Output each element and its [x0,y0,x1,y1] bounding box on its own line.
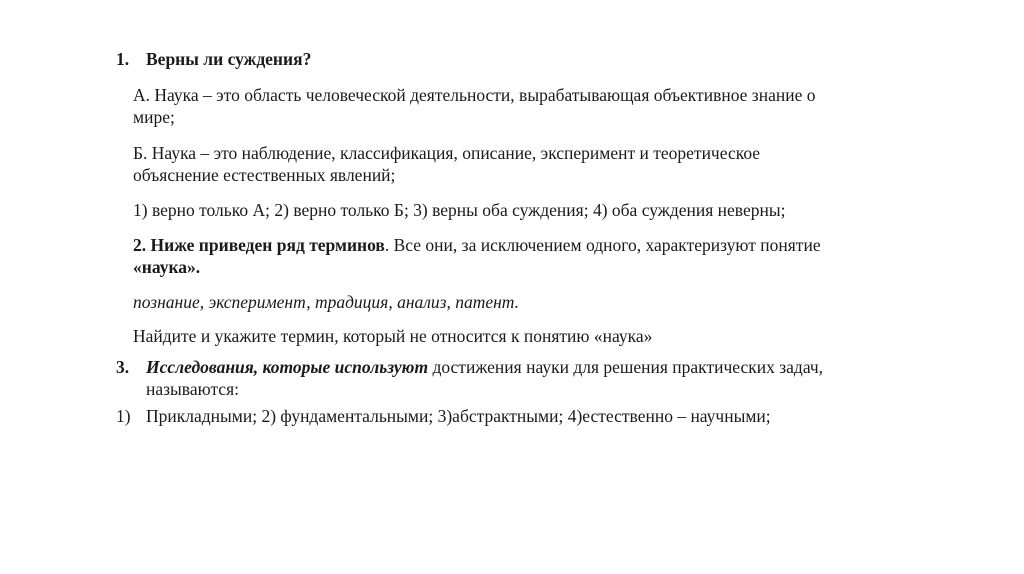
q1-answers: 1) верно только А; 2) верно только Б; 3) верны оба суждения; 4) оба суждения неверны; [133,200,786,220]
q3-answer-number: 1) [116,406,131,426]
q2-terms: познание, эксперимент, традиция, анализ, патент. [133,292,520,312]
q3-title-rest: достижения науки для решения практических задач, [428,357,824,377]
q2-title [133,234,821,256]
q2-concept: «наука». [133,257,201,277]
q1-statement-b-line1: Б. Наука – это наблюдение, классификация, описание, эксперимент и теоретическое [133,143,761,163]
q2-task: Найдите и укажите термин, который не относится к понятию «наука» [133,326,653,346]
q1-statement-b-line2: объяснение естественных явлений; [133,165,396,185]
q1-number: 1. [116,49,130,69]
q3-title [146,356,823,378]
q3-title-bold-italic: Исследования, которые используют [146,357,429,377]
q1-statement-a-line1: А. Наука – это область человеческой деятельности, вырабатывающая объективное знание о [133,85,816,105]
q2-title-rest: . Все они, за исключением одного, характеризуют понятие [384,235,821,255]
q1-statement-a-line2: мире; [133,107,175,127]
q3-number: 3. [116,357,130,377]
q2-title-bold: 2. Ниже приведен ряд терминов [133,235,385,255]
q3-answers: Прикладными; 2) фундаментальными; 3)абстрактными; 4)естественно – научными; [146,406,771,426]
q1-title: Верны ли суждения? [146,49,312,69]
q3-line2: называются: [146,379,239,399]
